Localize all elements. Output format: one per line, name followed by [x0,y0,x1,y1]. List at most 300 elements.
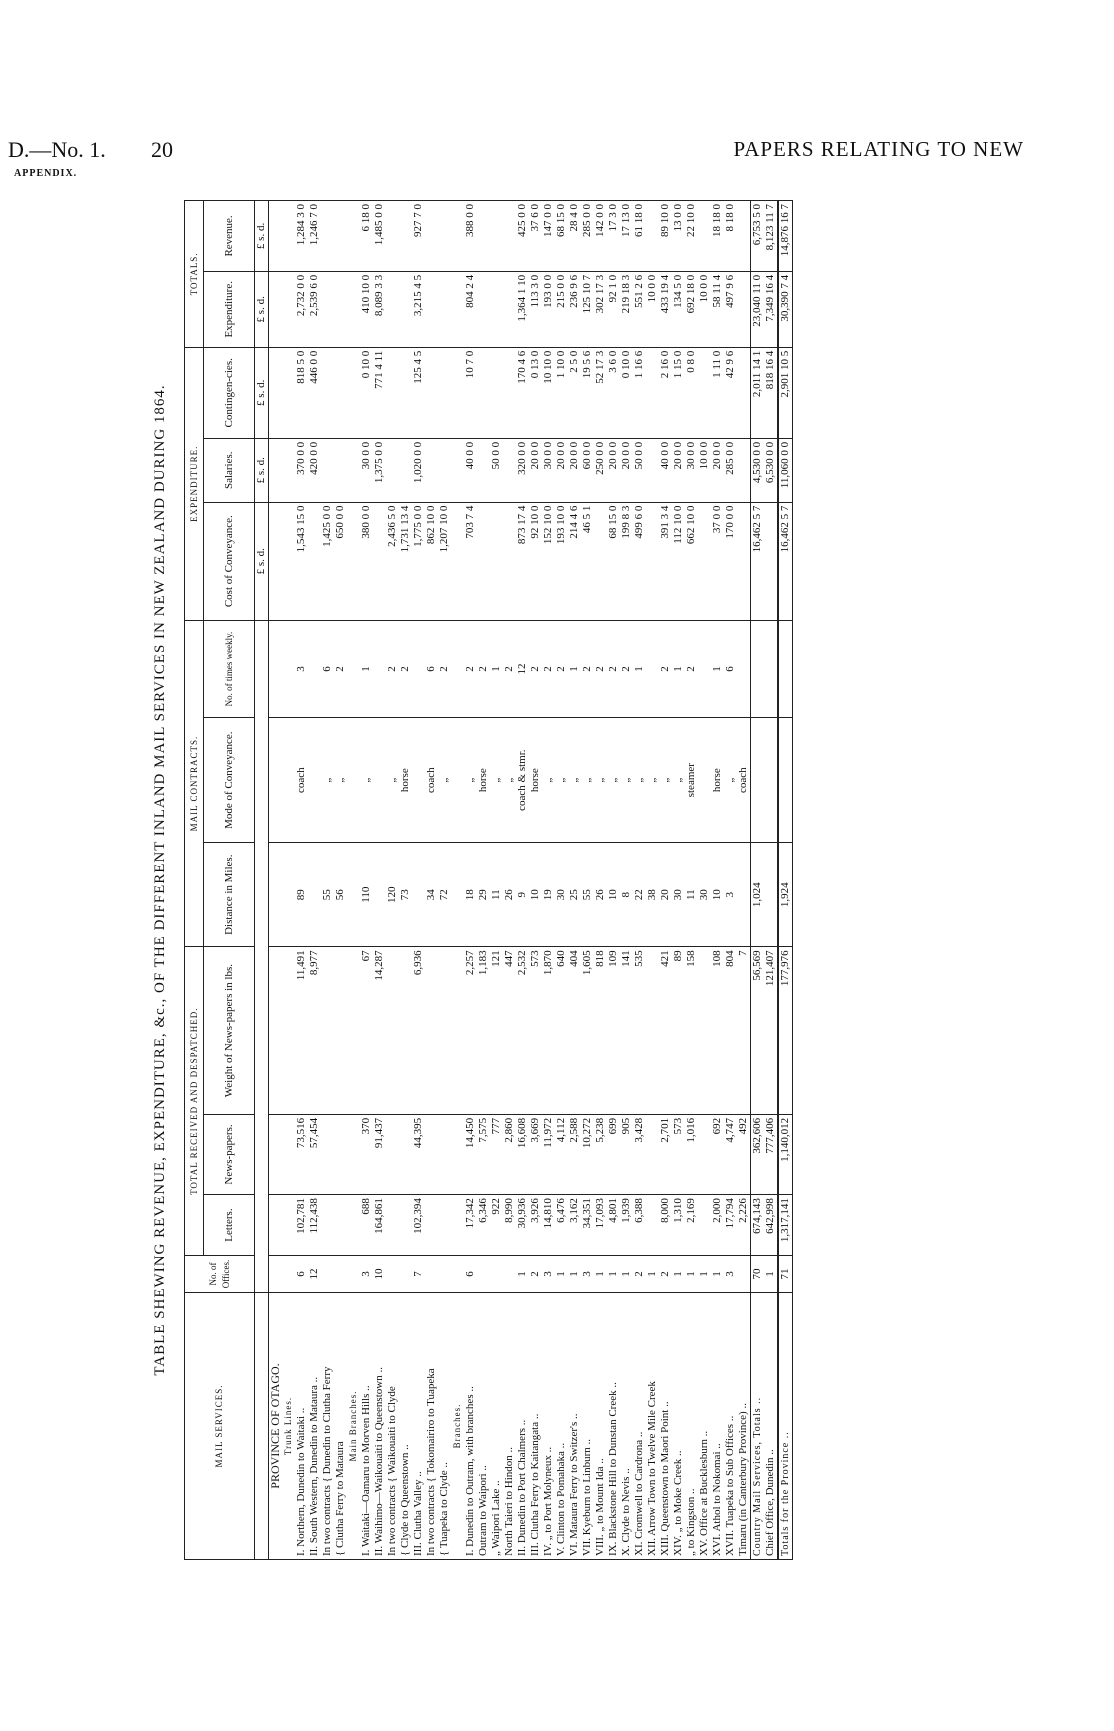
cell-contingencies: 0 10 0 [360,347,373,438]
cell-salaries [503,438,516,502]
units-contingencies: £ s. d. [255,347,269,438]
cell-offices: 12 [308,1256,321,1293]
table-row [724,201,737,1560]
col-conveyance: Cost of Conveyance. [204,502,255,620]
cell-salaries [399,438,412,502]
cell-salaries: 4,530 0 0 [751,438,765,502]
cell-letters: 2,226 [737,1195,751,1256]
cell-revenue: 89 10 0 [659,201,672,272]
cell-revenue [477,201,490,272]
cell-exp-total: 1,364 1 10 [516,271,529,347]
cell-contingencies [477,347,490,438]
cell-conveyance: 193 10 0 [555,502,568,620]
cell-letters: 642,998 [764,1195,778,1256]
empty-cell [451,947,464,1114]
cell-times: 2 [542,620,555,718]
cell-exp-total: 8,089 3 3 [373,271,386,347]
cell-exp-total: 58 11 4 [711,271,724,347]
cell-contingencies [503,347,516,438]
empty-cell [282,438,295,502]
cell-conveyance [594,502,607,620]
table-row [282,201,295,1560]
cell-letters: 102,394 [412,1195,425,1256]
cell-times: 2 [464,620,477,718]
cell-weight: 158 [685,947,698,1114]
cell-distance: 89 [295,843,308,947]
empty-cell [269,438,283,502]
cell-weight: 1,870 [542,947,555,1114]
cell-name: „ to Kingston .. [685,1293,698,1560]
cell-newspapers: 905 [620,1114,633,1194]
cell-times: 1 [672,620,685,718]
cell-times: 3 [295,620,308,718]
table-caption: TABLE SHEWING REVENUE, EXPENDITURE, &c., OF THE DIFFERENT INLAND MAIL SERVICES IN NEW ZEALAND DURING 1864. [152,384,168,1376]
empty-cell [282,347,295,438]
cell-mode: „ [607,718,620,843]
table-row [711,201,724,1560]
empty-cell [282,1114,295,1194]
cell-name: II. South Western, Dunedin to Mataura .. [308,1293,321,1560]
cell-contingencies: 446 0 0 [308,347,321,438]
cell-exp-total [334,271,347,347]
cell-distance: 26 [503,843,516,947]
empty-cell [347,947,360,1114]
cell-newspapers: 492 [737,1114,751,1194]
cell-contingencies [399,347,412,438]
units-conveyance: £ s. d. [255,502,269,620]
cell-newspapers: 1,016 [685,1114,698,1194]
cell-letters: 17,794 [724,1195,737,1256]
cell-mode: „ [659,718,672,843]
cell-revenue: 388 0 0 [464,201,477,272]
cell-contingencies: 1 10 0 [555,347,568,438]
cell-distance: 9 [516,843,529,947]
cell-letters: 1,939 [620,1195,633,1256]
cell-exp-total: 134 5 0 [672,271,685,347]
cell-distance: 20 [659,843,672,947]
cell-letters: 674,143 [751,1195,765,1256]
cell-mode: „ [581,718,594,843]
cell-salaries: 20 0 0 [620,438,633,502]
cell-salaries: 285 0 0 [724,438,737,502]
cell-weight: 404 [568,947,581,1114]
cell-mode [308,718,321,843]
cell-name: IV. „ to Port Molyneux .. [542,1293,555,1560]
empty-cell [347,347,360,438]
table-row [633,201,646,1560]
cell-distance: 30 [672,843,685,947]
table-row [764,201,778,1560]
units-expenditure: £ s. d. [255,271,269,347]
cell-weight: 573 [529,947,542,1114]
cell-weight: 7 [737,947,751,1114]
cell-offices: 3 [360,1256,373,1293]
cell-name: { Tuapeka to Clyde .. [438,1293,451,1560]
empty-cell [451,1256,464,1293]
cell-offices: 1 [607,1256,620,1293]
cell-offices: 2 [659,1256,672,1293]
cell-conveyance [373,502,386,620]
cell-contingencies: 0 8 0 [685,347,698,438]
cell-offices: 1 [764,1256,778,1293]
empty-cell [451,843,464,947]
cell-salaries: 50 0 0 [490,438,503,502]
cell-conveyance [764,502,778,620]
cell-contingencies: 1 16 6 [633,347,646,438]
cell-conveyance: 1,543 15 0 [295,502,308,620]
cell-exp-total: 23,040 11 0 [751,271,765,347]
cell-distance: 10 [529,843,542,947]
cell-times: 2 [659,620,672,718]
table-row [503,201,516,1560]
cell-contingencies: 771 4 11 [373,347,386,438]
table-row [360,201,373,1560]
cell-name: X. Clyde to Nevis .. [620,1293,633,1560]
cell-letters [321,1195,334,1256]
cell-newspapers [425,1114,438,1194]
empty-cell [282,1195,295,1256]
cell-revenue [321,201,334,272]
cell-newspapers [386,1114,399,1194]
cell-exp-total: 236 9 6 [568,271,581,347]
cell-salaries: 30 0 0 [685,438,698,502]
cell-letters: 8,000 [659,1195,672,1256]
cell-revenue: 61 18 0 [633,201,646,272]
cell-salaries: 1,020 0 0 [412,438,425,502]
cell-name: In two contracts { Dunedin to Clutha Ferry [321,1293,334,1560]
cell-times [646,620,659,718]
cell-salaries [386,438,399,502]
cell-times [751,620,765,718]
cell-mode [764,718,778,843]
appendix-label: APPENDIX. [14,168,78,179]
empty-cell [347,1256,360,1293]
cell-salaries: 50 0 0 [633,438,646,502]
cell-letters: 102,781 [295,1195,308,1256]
cell-name: V. Clinton to Pomahaka .. [555,1293,568,1560]
cell-newspapers: 699 [607,1114,620,1194]
cell-revenue [399,201,412,272]
table-row [451,201,464,1560]
cell-salaries: 11,060 0 0 [778,438,793,502]
cell-offices: 1 [594,1256,607,1293]
cell-weight [646,947,659,1114]
cell-letters [438,1195,451,1256]
cell-contingencies: 0 13 0 [529,347,542,438]
cell-weight [425,947,438,1114]
cell-contingencies: 19 5 6 [581,347,594,438]
cell-offices: 1 [685,1256,698,1293]
cell-letters [698,1195,711,1256]
cell-revenue: 6 18 0 [360,201,373,272]
empty-cell [347,271,360,347]
cell-offices [477,1256,490,1293]
table-row [568,201,581,1560]
empty-cell [347,502,360,620]
cell-exp-total [321,271,334,347]
cell-contingencies: 170 4 6 [516,347,529,438]
cell-distance: 11 [685,843,698,947]
cell-offices [737,1256,751,1293]
cell-weight: 121,407 [764,947,778,1114]
cell-exp-total [438,271,451,347]
cell-revenue: 142 0 0 [594,201,607,272]
cell-distance: 38 [646,843,659,947]
cell-conveyance: 380 0 0 [360,502,373,620]
col-contingencies: Contingen-cies. [204,347,255,438]
cell-times: 1 [633,620,646,718]
cell-name: I. Waitaki—Oamaru to Morven Hills .. [360,1293,373,1560]
cell-newspapers: 11,972 [542,1114,555,1194]
cell-name: Totals for the Province .. [778,1293,793,1560]
cell-salaries: 40 0 0 [464,438,477,502]
cell-mode: horse [477,718,490,843]
cell-letters: 30,936 [516,1195,529,1256]
cell-times: 2 [594,620,607,718]
cell-offices: 3 [581,1256,594,1293]
cell-conveyance: 862 10 0 [425,502,438,620]
cell-mode: coach [425,718,438,843]
cell-revenue: 17 13 0 [620,201,633,272]
cell-distance [412,843,425,947]
cell-times: 6 [425,620,438,718]
table-row [672,201,685,1560]
cell-newspapers: 5,238 [594,1114,607,1194]
cell-contingencies [737,347,751,438]
cell-mode: „ [334,718,347,843]
cell-offices [386,1256,399,1293]
cell-contingencies: 10 7 0 [464,347,477,438]
cell-salaries: 6,530 0 0 [764,438,778,502]
cell-distance: 56 [334,843,347,947]
cell-revenue [698,201,711,272]
cell-weight: 447 [503,947,516,1114]
col-offices: No. of Offices. [185,1256,255,1293]
cell-offices: 6 [464,1256,477,1293]
cell-newspapers: 91,437 [373,1114,386,1194]
cell-offices: 7 [412,1256,425,1293]
cell-weight [438,947,451,1114]
cell-letters: 6,346 [477,1195,490,1256]
cell-offices: 1 [698,1256,711,1293]
cell-conveyance: 92 10 0 [529,502,542,620]
cell-name: XI. Cromwell to Cardrona .. [633,1293,646,1560]
cell-letters: 4,801 [607,1195,620,1256]
empty-cell [347,620,360,718]
cell-conveyance: 873 17 4 [516,502,529,620]
cell-newspapers: 7,575 [477,1114,490,1194]
cell-exp-total: 7,349 16 4 [764,271,778,347]
empty-cell [269,947,283,1114]
cell-salaries: 370 0 0 [295,438,308,502]
cell-letters: 34,351 [581,1195,594,1256]
cell-conveyance: 152 10 0 [542,502,555,620]
cell-mode: „ [568,718,581,843]
cell-weight: 14,287 [373,947,386,1114]
table-row [620,201,633,1560]
cell-distance: 19 [542,843,555,947]
empty-cell [269,718,283,843]
cell-weight [321,947,334,1114]
table-row [594,201,607,1560]
cell-newspapers [321,1114,334,1194]
cell-contingencies: 818 5 0 [295,347,308,438]
group-received: TOTAL RECEIVED AND DESPATCHED. [185,947,204,1256]
empty-cell [451,271,464,347]
cell-conveyance: 112 10 0 [672,502,685,620]
cell-contingencies: 42 9 6 [724,347,737,438]
col-weight: Weight of News-papers in lbs. [204,947,255,1114]
cell-letters: 112,438 [308,1195,321,1256]
cell-conveyance: 16,462 5 7 [751,502,765,620]
cell-letters: 3,926 [529,1195,542,1256]
cell-offices [503,1256,516,1293]
cell-revenue: 6,753 5 0 [751,201,765,272]
cell-revenue: 8,123 11 7 [764,201,778,272]
cell-salaries: 60 0 0 [581,438,594,502]
cell-conveyance [490,502,503,620]
cell-distance: 25 [568,843,581,947]
cell-distance: 30 [698,843,711,947]
cell-exp-total: 2,539 6 0 [308,271,321,347]
cell-weight [386,947,399,1114]
empty-cell [269,271,283,347]
cell-name: I. Dunedin to Outram, with branches .. [464,1293,477,1560]
cell-offices [425,1256,438,1293]
cell-newspapers: 57,454 [308,1114,321,1194]
cell-newspapers: 4,112 [555,1114,568,1194]
cell-newspapers: 44,395 [412,1114,425,1194]
cell-weight: 108 [711,947,724,1114]
table-row [295,201,308,1560]
cell-weight: 109 [607,947,620,1114]
table-row [425,201,438,1560]
empty-cell [451,620,464,718]
cell-weight: 1,183 [477,947,490,1114]
cell-mode: „ [672,718,685,843]
cell-revenue [646,201,659,272]
cell-mode: „ [464,718,477,843]
cell-exp-total: 2,732 0 0 [295,271,308,347]
cell-contingencies: 2 5 0 [568,347,581,438]
cell-name: { Clutha Ferry to Mataura [334,1293,347,1560]
cell-weight: 804 [724,947,737,1114]
table-row [542,201,555,1560]
empty-cell [282,1256,295,1293]
mail-services-table [184,200,793,1560]
cell-weight: 6,936 [412,947,425,1114]
cell-distance: 22 [633,843,646,947]
cell-contingencies: 125 4 5 [412,347,425,438]
cell-revenue [503,201,516,272]
cell-letters: 2,000 [711,1195,724,1256]
cell-conveyance [737,502,751,620]
cell-offices: 1 [646,1256,659,1293]
cell-distance: 1,024 [751,843,765,947]
cell-newspapers: 573 [672,1114,685,1194]
cell-conveyance [646,502,659,620]
cell-offices: 3 [724,1256,737,1293]
cell-salaries: 20 0 0 [555,438,568,502]
cell-revenue: 13 0 0 [672,201,685,272]
cell-weight: 8,977 [308,947,321,1114]
cell-revenue: 37 6 0 [529,201,542,272]
cell-exp-total: 92 1 0 [607,271,620,347]
cell-newspapers: 2,860 [503,1114,516,1194]
cell-distance [308,843,321,947]
cell-revenue: 17 3 0 [607,201,620,272]
cell-times: 2 [399,620,412,718]
table-row [778,201,793,1560]
cell-salaries: 20 0 0 [568,438,581,502]
cell-revenue: 14,876 16 7 [778,201,793,272]
cell-exp-total [386,271,399,347]
cell-revenue: 22 10 0 [685,201,698,272]
cell-exp-total: 410 10 0 [360,271,373,347]
table-row [490,201,503,1560]
cell-exp-total [503,271,516,347]
cell-letters: 164,861 [373,1195,386,1256]
cell-name: VII. Kyeburn to Linburn .. [581,1293,594,1560]
cell-newspapers: 1,140,012 [778,1114,793,1194]
cell-name: Timaru (in Canterbury Province) .. [737,1293,751,1560]
cell-name: XII. Arrow Town to Twelve Mile Creek [646,1293,659,1560]
cell-salaries: 20 0 0 [711,438,724,502]
cell-mode [778,718,793,843]
cell-times: 1 [711,620,724,718]
empty-cell [282,271,295,347]
cell-mode: „ [633,718,646,843]
empty-cell [269,502,283,620]
cell-newspapers: 3,669 [529,1114,542,1194]
table-body [269,201,793,1560]
cell-newspapers: 370 [360,1114,373,1194]
cell-times: 2 [503,620,516,718]
cell-salaries: 30 0 0 [542,438,555,502]
cell-weight: 56,569 [751,947,765,1114]
cell-contingencies: 0 10 0 [620,347,633,438]
cell-exp-total: 125 10 7 [581,271,594,347]
page-number: 20 [151,137,173,162]
cell-letters: 1,310 [672,1195,685,1256]
table-row [607,201,620,1560]
cell-distance: 1,924 [778,843,793,947]
cell-times: 6 [321,620,334,718]
cell-mode: „ [360,718,373,843]
empty-cell [269,620,283,718]
cell-distance: 55 [321,843,334,947]
cell-mode: horse [711,718,724,843]
cell-distance: 8 [620,843,633,947]
cell-revenue: 425 0 0 [516,201,529,272]
cell-times: 2 [620,620,633,718]
table-row [698,201,711,1560]
cell-weight: 640 [555,947,568,1114]
cell-exp-total: 113 3 0 [529,271,542,347]
col-salaries: Salaries. [204,438,255,502]
document-reference: D.—No. 1. [8,137,106,162]
table-row [334,201,347,1560]
cell-conveyance: 650 0 0 [334,502,347,620]
cell-newspapers: 10,272 [581,1114,594,1194]
cell-letters: 6,476 [555,1195,568,1256]
cell-name: I. Northern, Dunedin to Waitaki .. [295,1293,308,1560]
empty-cell [451,1114,464,1194]
cell-mode: „ [503,718,516,843]
cell-contingencies: 2 16 0 [659,347,672,438]
cell-mode [373,718,386,843]
cell-mode: coach & stmr. [516,718,529,843]
